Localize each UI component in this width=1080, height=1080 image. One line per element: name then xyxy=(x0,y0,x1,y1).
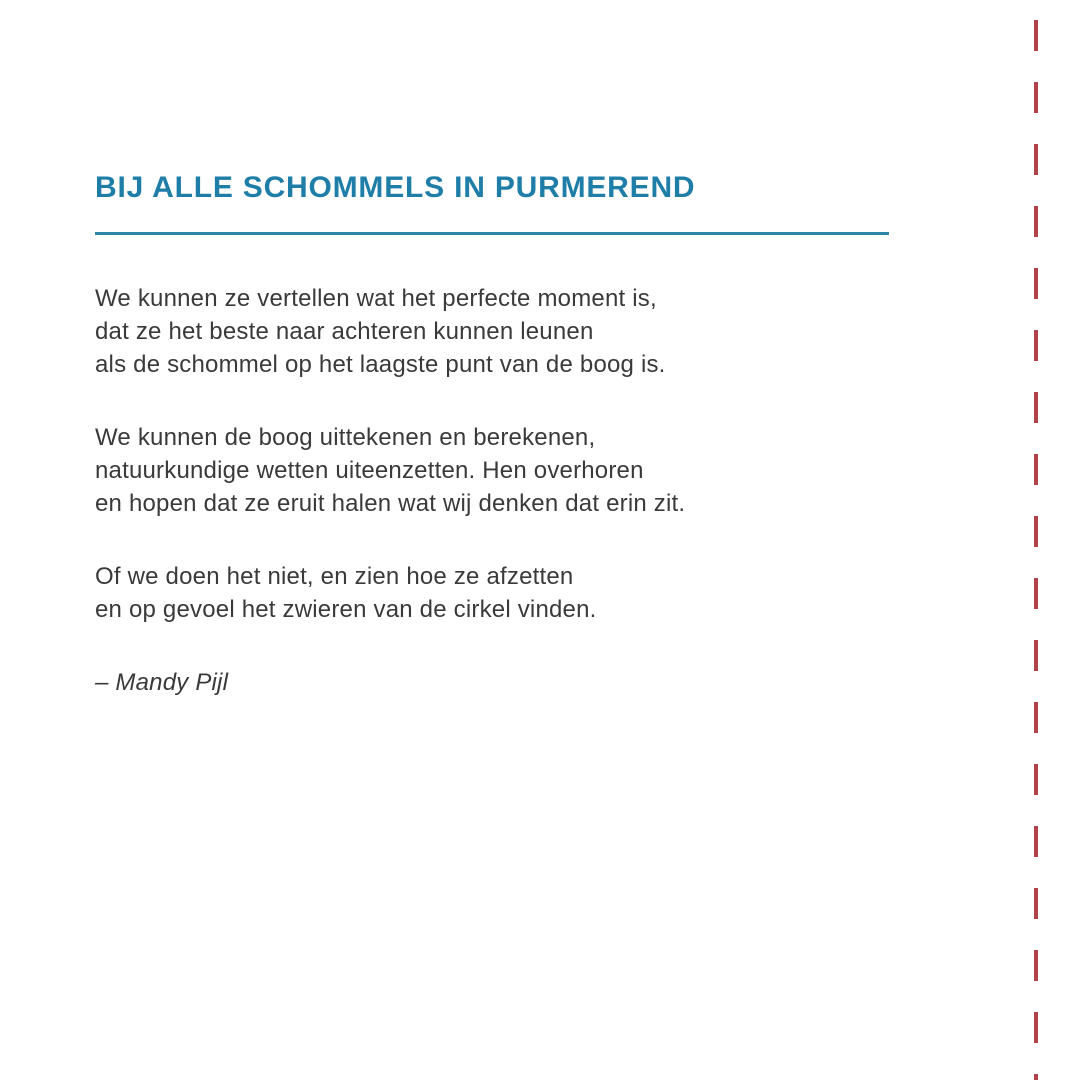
poem-body xyxy=(95,282,895,699)
poem-line: dat ze het beste naar achteren kunnen leunen xyxy=(95,318,594,345)
poem-line: en hopen dat ze eruit halen wat wij denken dat erin zit. xyxy=(95,490,686,517)
stanza-3 xyxy=(95,560,895,626)
poem-content xyxy=(95,170,895,699)
poem-line: We kunnen ze vertellen wat het perfecte moment is, xyxy=(95,285,657,312)
stanza-2 xyxy=(95,421,895,520)
poem-title: BIJ ALLE SCHOMMELS IN PURMEREND xyxy=(95,171,696,204)
stanza-1 xyxy=(95,282,895,381)
poem-line: als de schommel op het laagste punt van de boog is. xyxy=(95,351,666,378)
red-dashed-border-line xyxy=(1034,20,1038,1080)
poem-line: Of we doen het niet, en zien hoe ze afzetten xyxy=(95,563,574,590)
poem-line: natuurkundige wetten uiteenzetten. Hen overhoren xyxy=(95,457,644,484)
poem-line: en op gevoel het zwieren van de cirkel vinden. xyxy=(95,596,597,623)
poem-attribution: – Mandy Pijl xyxy=(95,669,229,696)
title-underline-rule xyxy=(95,232,889,235)
poem-line: We kunnen de boog uittekenen en berekenen, xyxy=(95,424,596,451)
